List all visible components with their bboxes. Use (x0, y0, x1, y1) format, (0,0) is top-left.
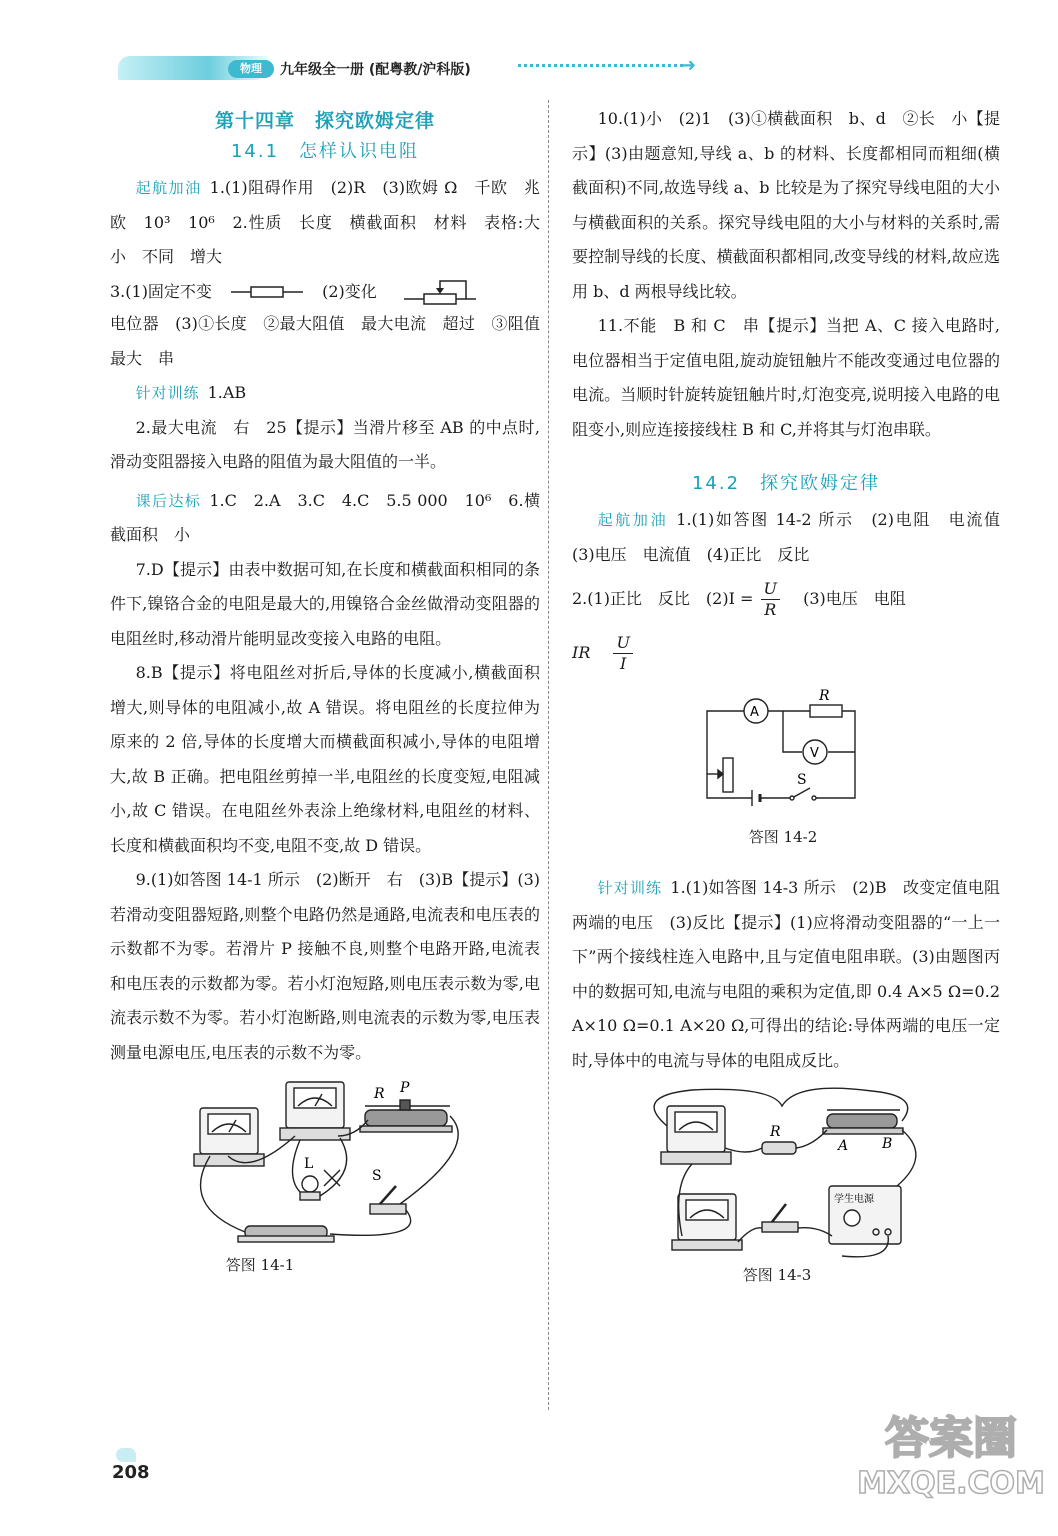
answer-block-ohm-2 (572, 626, 1000, 680)
fig2-label-v: V (810, 746, 819, 761)
arrow-icon: ➜ (681, 55, 697, 76)
header-title: 九年级全一册 (配粤教/沪科版) (280, 62, 471, 78)
answer-text: (3)电压 电阻 (803, 589, 906, 608)
watermark (856, 1402, 1046, 1522)
circuit-diagram-14-2 (572, 686, 1000, 826)
header-dotted-line (518, 64, 683, 67)
fig2-label-a: A (750, 705, 759, 720)
circuit-illustration-14-3 (572, 1086, 1000, 1261)
answer-block-kehou (110, 484, 540, 553)
fraction-denominator: R (764, 600, 777, 619)
answer-block-qihang-2 (572, 503, 1016, 572)
fig3-label-psu: 学生电源 (834, 1194, 874, 1205)
answer-block-ohm (572, 572, 1000, 626)
answer-text: 2.(1)正比 反比 (2)I = (572, 589, 754, 608)
fraction-denominator: I (620, 654, 627, 673)
fig2-label-r: R (819, 688, 830, 704)
answer-text: 1.(1)如答图 14-3 所示 (2)B 改变定值电阻两端的电压 (3)反比【提示】(1)应将滑动变阻器的“一上一下”两个接线柱连入电路中,且与定值电阻串联。(3)由题图丙中的数据可知,电流与电阻的乘积为定值,即 0.4 A×5 Ω=0.2 A×10 Ω=0.1 A×20 Ω,可得出的结论:导体两端的电压一定时,导体中的电流与导体的电阻成反比。 (572, 878, 1000, 1070)
fraction-numerator: U (613, 633, 632, 654)
answer-block-q9: 9.(1)如答图 14-1 所示 (2)断开 右 (3)B【提示】(3)若滑动变阻器短路,则整个电路仍然是通路,电流表和电压表的示数都不为零。若滑片 P 接触不良,则整个电路开路,电流表和电压表的示数都为零。若小灯泡短路,则电压表示数为零,电流表示数不为零。若小灯泡断路,则电流表的示数为零,电压表测量电源电压,电压表的示数不为零。 (110, 870, 540, 1062)
answer-block-zd2: 2.最大电流 右 25【提示】当滑片移至 AB 的中点时,滑动变阻器接入电路的阻值为最大阻值的一半。 (110, 417, 540, 471)
figure-14-1 (110, 1076, 540, 1276)
page-number-text: 208 (112, 1462, 150, 1483)
tag-zhendui: 针对训练 (597, 879, 663, 897)
tag-qihang: 起航加油 (135, 179, 202, 197)
figure-14-3-caption: 答图 14-3 (742, 1266, 812, 1284)
answer-text: 1.C 2.A 3.C 4.C 5.5 000 10⁶ 6.横截面积 小 (110, 490, 540, 544)
answer-block-zhendui (110, 376, 540, 411)
answer-block-q8: 8.B【提示】将电阻丝对折后,导体的长度减小,横截面积增大,则导体的电阻减小,故 A 错误。将电阻丝的长度拉伸为原来的 2 倍,导体的长度增大而横截面积减小,导体的电阻增大,故 B 正确。把电阻丝剪掉一半,电阻丝的长度变短,电阻减小,故 C 错误。在电阻丝外表涂上绝缘材料,电阻丝的材料、长度和横截面积均不变,电阻不变,故 D 错误。 (110, 663, 540, 855)
circuit-illustration-14-1 (110, 1076, 540, 1251)
answer-text: 3.(1)固定不变 (110, 281, 212, 301)
figure-14-1-caption: 答图 14-1 (225, 1256, 295, 1274)
figure-14-3 (572, 1086, 1000, 1286)
fig3-label-b: B (882, 1136, 893, 1152)
column-divider (548, 100, 549, 1410)
fraction-numerator: U (761, 579, 780, 600)
answer-block-q3 (110, 275, 540, 310)
answer-text: 1.(1)如答图 14-2 所示 (2)电阻 电流值 (3)电压 电流值 (4)正比 反比 (572, 510, 1016, 564)
fraction-u-over-r (761, 579, 780, 620)
answer-block-q11: 11.不能 B 和 C 串【提示】当把 A、C 接入电路时,电位器相当于定值电阻,旋动旋钮触片不能改变通过电位器的电流。当顺时针旋转旋钮触片时,灯泡变亮,说明接入电路的电阻变小,则应连接接线柱 B 和 C,并将其与灯泡串联。 (572, 316, 1000, 439)
chapter-title: 第十四章 探究欧姆定律 (214, 110, 435, 132)
subject-badge: 物理 (228, 60, 274, 78)
answer-block-q10: 10.(1)小 (2)1 (3)①横截面积 b、d ②长 小【提示】(3)由题意知,导线 a、b 的材料、长度都相同而粗细(横截面积)不同,故选导线 a、b 比较是为了探究导线电阻的大小与横截面积的关系。探究导线电阻的大小与材料的关系时,需要控制导线的长度、横截面积都相同,改变导线的材料,故应选用 b、d 两根导线比较。 (572, 109, 1000, 301)
answer-text: 1.AB (207, 383, 247, 402)
section-title-14-1: 14.1 怎样认识电阻 (230, 141, 420, 162)
fig1-label-s: S (372, 1168, 382, 1184)
rheostat-symbol (404, 277, 476, 307)
watermark-logo: 答案圈 (885, 1413, 1017, 1464)
answer-block-q3-cont: 电位器 (3)①长度 ②最大阻值 最大电流 超过 ③阻值最大 串 (110, 314, 540, 368)
left-column (110, 100, 557, 1276)
answer-text: IR (572, 643, 591, 662)
fig1-label-p: P (400, 1080, 410, 1096)
fig2-label-s: S (797, 772, 807, 788)
right-column (572, 100, 1016, 1286)
tag-zhendui: 针对训练 (135, 384, 200, 402)
tag-qihang: 起航加油 (597, 511, 669, 529)
section-title-14-2: 14.2 探究欧姆定律 (691, 473, 881, 494)
running-header (118, 52, 708, 86)
fig1-label-r: R (374, 1086, 385, 1102)
answer-block-qihang (110, 171, 557, 275)
answer-block-q7: 7.D【提示】由表中数据可知,在长度和横截面积相同的条件下,镍铬合金的电阻是最大的,用镍铬合金丝做滑动变阻器的电阻丝时,移动滑片能明显改变接入电路的电阻。 (110, 559, 540, 648)
fixed-resistor-symbol (231, 284, 303, 300)
answer-text: 1.(1)阻碍作用 (2)R (3)欧姆 Ω 千欧 兆欧 10³ 10⁶ 2.性质 长度 横截面积 材料 表格:大 小 不同 增大 (110, 178, 557, 266)
leaf-icon (116, 1448, 136, 1462)
watermark-url: MXQE.COM (857, 1466, 1045, 1501)
fraction-u-over-i (613, 633, 632, 674)
answer-block-zhendui-2 (572, 871, 1000, 1078)
answer-text: (2)变化 (322, 281, 377, 301)
figure-14-2-caption: 答图 14-2 (748, 828, 818, 846)
fig3-label-r: R (770, 1124, 781, 1140)
fig3-label-a: A (838, 1138, 849, 1154)
tag-kehou: 课后达标 (135, 491, 202, 510)
figure-14-2 (572, 686, 1000, 861)
fig1-label-l: L (304, 1156, 314, 1172)
page-number (112, 1462, 150, 1483)
